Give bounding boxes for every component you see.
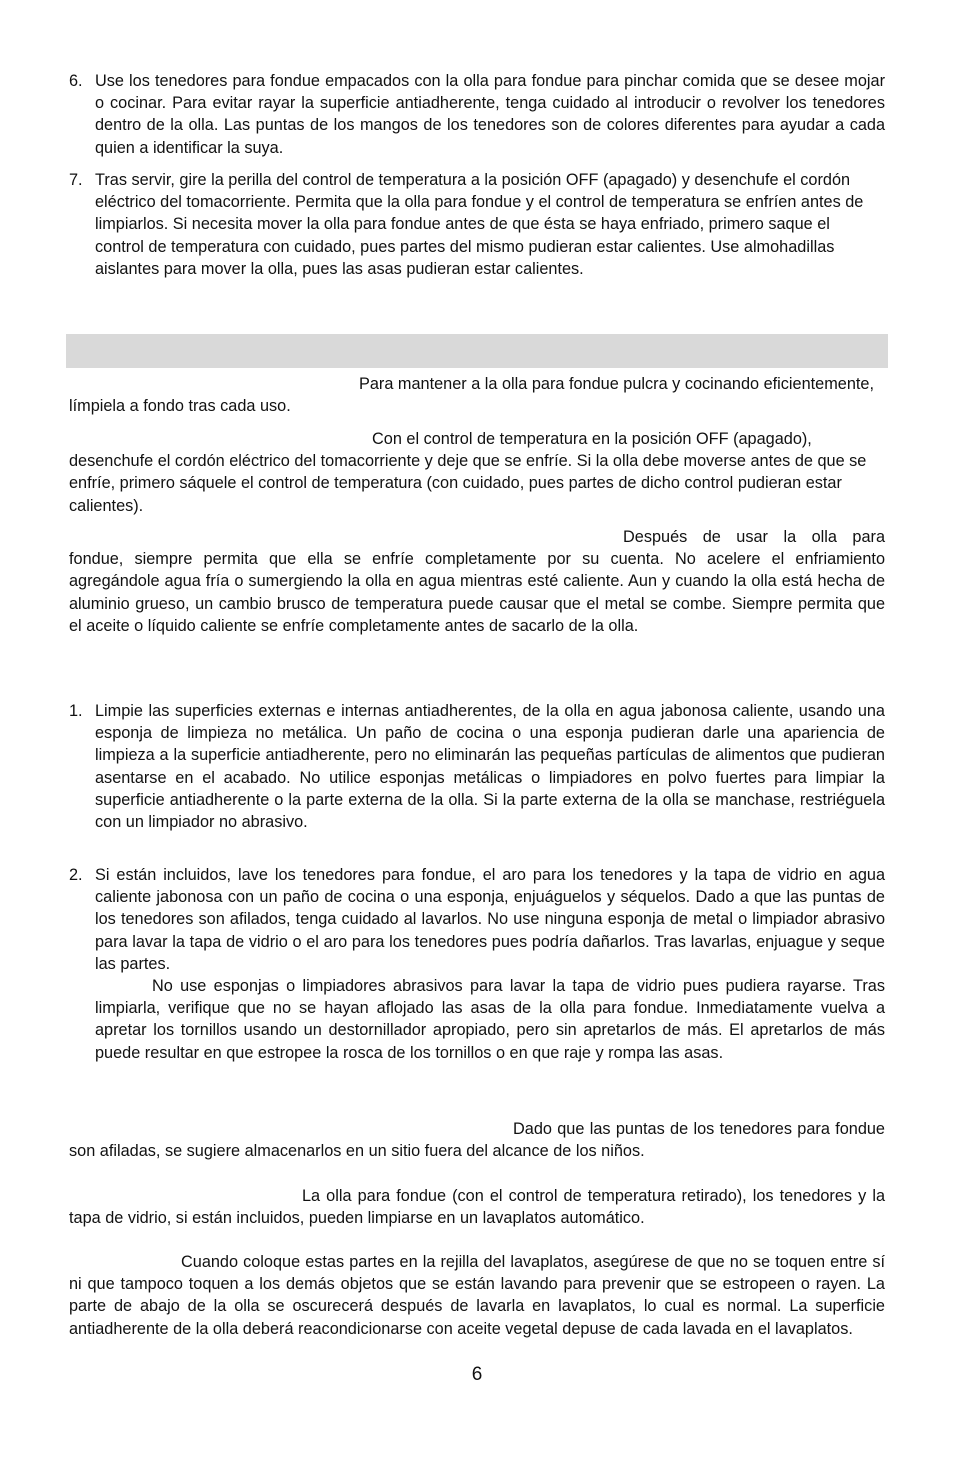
list-item-text: Tras servir, gire la perilla del control de temperatura a la posición OFF (apagado) y desenchufe el cordón eléctrico del tomacorriente. Permita que la olla para fondue y el control de temperatura se enfríen antes de limpiarlos. Si necesita mover la olla para fondue antes de que ésta se haya enfriado, primero saque el control de temperatura con cuidado, pues partes del mismo pudieran estar calientes. Use almohadillas aislantes para mover la olla, pues las asas pudieran estar calientes. [95,171,864,278]
paragraph-unplug [69,428,885,517]
paragraph-text: Después de usar la olla para fondue, siempre permita que ella se enfríe completamente por su cuenta. No acelere el enfriamiento agregándole agua fría o sumergiendo la olla en agua mientras esté caliente. Aun y cuando la olla está hecha de aluminio grueso, un cambio brusco de temperatura puede causar que el metal se combe. Siempre permita que el aceite o líquido caliente se enfríe completamente antes de sacarlo de la olla. [69,528,885,635]
list-item-number: 6. [69,72,83,90]
paragraph-storage [69,1118,885,1162]
paragraph-text: Dado que las puntas de los tenedores para fondue son afiladas, se sugiere almacenarlos en un sitio fuera del alcance de los niños. [69,1120,885,1161]
paragraph-text: Para mantener a la olla para fondue pulcra y cocinando eficientemente, límpiela a fondo tras cada uso. [69,375,874,416]
list-item-text: Si están incluidos, lave los tenedores para fondue, el aro para los tenedores y la tapa de vidrio en agua caliente jabonosa con un paño de cocina o una esponja, enjuáguelos y séquelos. Dado a que las puntas de los tenedores son afilados, tenga cuidado al lavarlos. No use ninguna esponja de metal o limpiador abrasivo para lavar la tapa de vidrio o el aro para los tenedores pues podría dañarlos. Tras lavarlas, enjuague y seque las partes. [95,866,885,973]
list-item-number: 1. [69,702,83,720]
paragraph-cooling [69,526,885,637]
list-item-text-continued: No use esponjas o limpiadores abrasivos para lavar la tapa de vidrio pues pudiera rayarse. Tras limpiarla, verifique que no se hayan aflojado las asas de la olla para fondue. Inmediatamente vuelva a apretar los tornillos usando un destornillador apropiado, pero sin apretarlos de más. El apretarlos de más puede resultar en que estropee la rosca de los tornillos o en que raje y rompa las asas. [95,977,885,1062]
paragraph-text: La olla para fondue (con el control de temperatura retirado), los tenedores y la tapa de vidrio, si están incluidos, pueden limpiarse en un lavaplatos automático. [69,1187,885,1228]
section-heading-band [66,334,888,368]
list-item-number: 7. [69,171,83,189]
paragraph-text: Cuando coloque estas partes en la rejilla del lavaplatos, asegúrese de que no se toquen entre sí ni que tampoco toquen a los demás objetos que se están lavando para prevenir que se estropeen o rayen. La parte de abajo de la olla se oscurecerá después de lavarla en lavaplatos, lo cual es normal. La superficie antiadherente de la olla deberá reacondicionarse con aceite vegetal depuse de cada lavada en el lavaplatos. [69,1253,885,1338]
paragraph-text: Con el control de temperatura en la posición OFF (apagado), desenchufe el cordón eléctrico del tomacorriente y deje que se enfríe. Si la olla debe moverse antes de que se enfríe, primero sáquele el control de temperatura (con cuidado, pues partes de dicho control pudieran estar calientes). [69,430,867,515]
paragraph-dishwasher [69,1185,885,1229]
paragraph-care [69,373,885,417]
page-number: 6 [471,1364,483,1385]
cleaning-item-2 [69,864,885,1064]
list-item-7 [69,169,881,280]
paragraph-rack [69,1251,885,1340]
list-item-text: Use los tenedores para fondue empacados con la olla para fondue para pinchar comida que se desee mojar o cocinar. Para evitar rayar la superficie antiadherente, tenga cuidado al introducir o revolver los tenedores dentro de la olla. Las puntas de los mangos de los tenedores son de colores diferentes para ayudar a cada quien a identificar la suya. [95,72,885,157]
list-item-text: Limpie las superficies externas e internas antiadherentes, de la olla en agua jabonosa caliente, usando una esponja de limpieza no metálica. Un paño de cocina o una esponja pudieran darle una apariencia de limpieza a la superficie antiadherente, pero no eliminarán las pequeñas partículas de alimentos que pudieran asentarse en el acabado. No utilice esponjas metálicas o limpiadores en polvo fuertes para limpiar la superficie antiadherente o la parte externa de la olla. Si la parte externa de la olla se manchase, restriéguela con un limpiador no abrasivo. [95,702,885,832]
cleaning-item-1 [69,700,885,833]
list-item-6 [69,70,885,159]
list-item-number: 2. [69,866,83,884]
